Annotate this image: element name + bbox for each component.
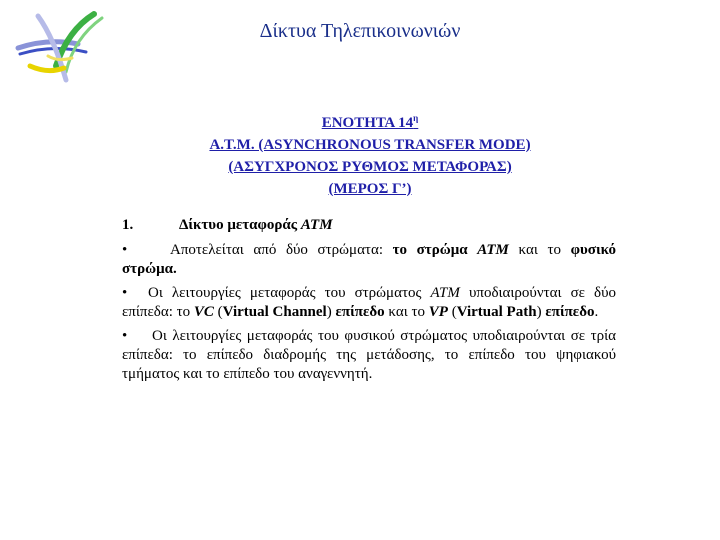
- bullet-2-text-15: .: [594, 304, 599, 320]
- bullet-2-text-4: VC: [193, 304, 214, 320]
- bullet-1-text-3: ATM: [477, 242, 509, 258]
- bullet-2-text-10: VP: [428, 304, 448, 320]
- bullet-2-text-11: (: [447, 304, 457, 320]
- unit-number: ΕΝΟΤΗΤΑ 14: [321, 115, 414, 131]
- unit-part: (ΜΕΡΟΣ Γ’): [328, 181, 412, 197]
- unit-title-english: A.T.M. (ASYNCHRONOUS TRANSFER MODE): [209, 137, 531, 153]
- unit-title-greek: (ΑΣΥΓΧΡΟΝΟΣ ΡΥΘΜΟΣ ΜΕΤΑΦΟΡΑΣ): [228, 159, 512, 175]
- bullet-icon: •: [122, 285, 128, 301]
- bullet-2-text-12: Virtual Path: [456, 304, 537, 320]
- unit-number-line: [100, 107, 640, 134]
- bullet-1-text-1: Αποτελείται από δύο στρώματα:: [170, 242, 393, 258]
- bullet-item-2: [122, 284, 616, 322]
- bullet-2-text-7: ): [326, 304, 336, 320]
- bullet-2-text-13: ): [536, 304, 546, 320]
- slide-body: [122, 216, 616, 389]
- bullet-1-text-4: και το: [508, 242, 571, 258]
- bullet-2-text-3: υποδιαιρούνται σε δύο επίπεδα: το: [122, 285, 616, 320]
- unit-number-sup: η: [413, 113, 419, 123]
- bullet-item-1: [122, 241, 616, 279]
- bullet-2-text-2: ATM: [430, 285, 460, 301]
- section-title-atm: ATM: [300, 217, 333, 233]
- bullet-2-text-5: (: [213, 304, 223, 320]
- bullet-2-text-1: Οι λειτουργίες μεταφοράς του στρώματος: [148, 285, 431, 301]
- bullet-3-text-1: Οι λειτουργίες μεταφοράς του φυσικού στρώματος υποδιαιρούνται σε τρία επίπεδα: το επίπεδο διαδρομής της μετάδοσης, το επίπεδο του ψηφιακού τμήματος και το επίπεδο του αναγεννητή.: [122, 328, 616, 382]
- bullet-1-text-5: φυσικό στρώμα.: [122, 242, 616, 277]
- bullet-icon: •: [122, 328, 128, 344]
- section-title: Δίκτυο μεταφοράς: [179, 217, 301, 233]
- section-number: 1.: [122, 217, 134, 233]
- unit-heading: [100, 107, 640, 200]
- bullet-2-text-8: επίπεδο: [335, 304, 385, 320]
- bullet-1-text-2: το στρώμα: [392, 242, 478, 258]
- slide-title: Δίκτυα Τηλεπικοινωνιών: [259, 20, 461, 42]
- bullet-2-text-14: επίπεδο: [545, 304, 595, 320]
- bullet-2-text-6: Virtual Channel: [222, 304, 327, 320]
- section-heading: [122, 216, 616, 235]
- bullet-2-text-9: και το: [384, 304, 429, 320]
- bullet-icon: •: [122, 242, 128, 258]
- bullet-item-3: [122, 327, 616, 384]
